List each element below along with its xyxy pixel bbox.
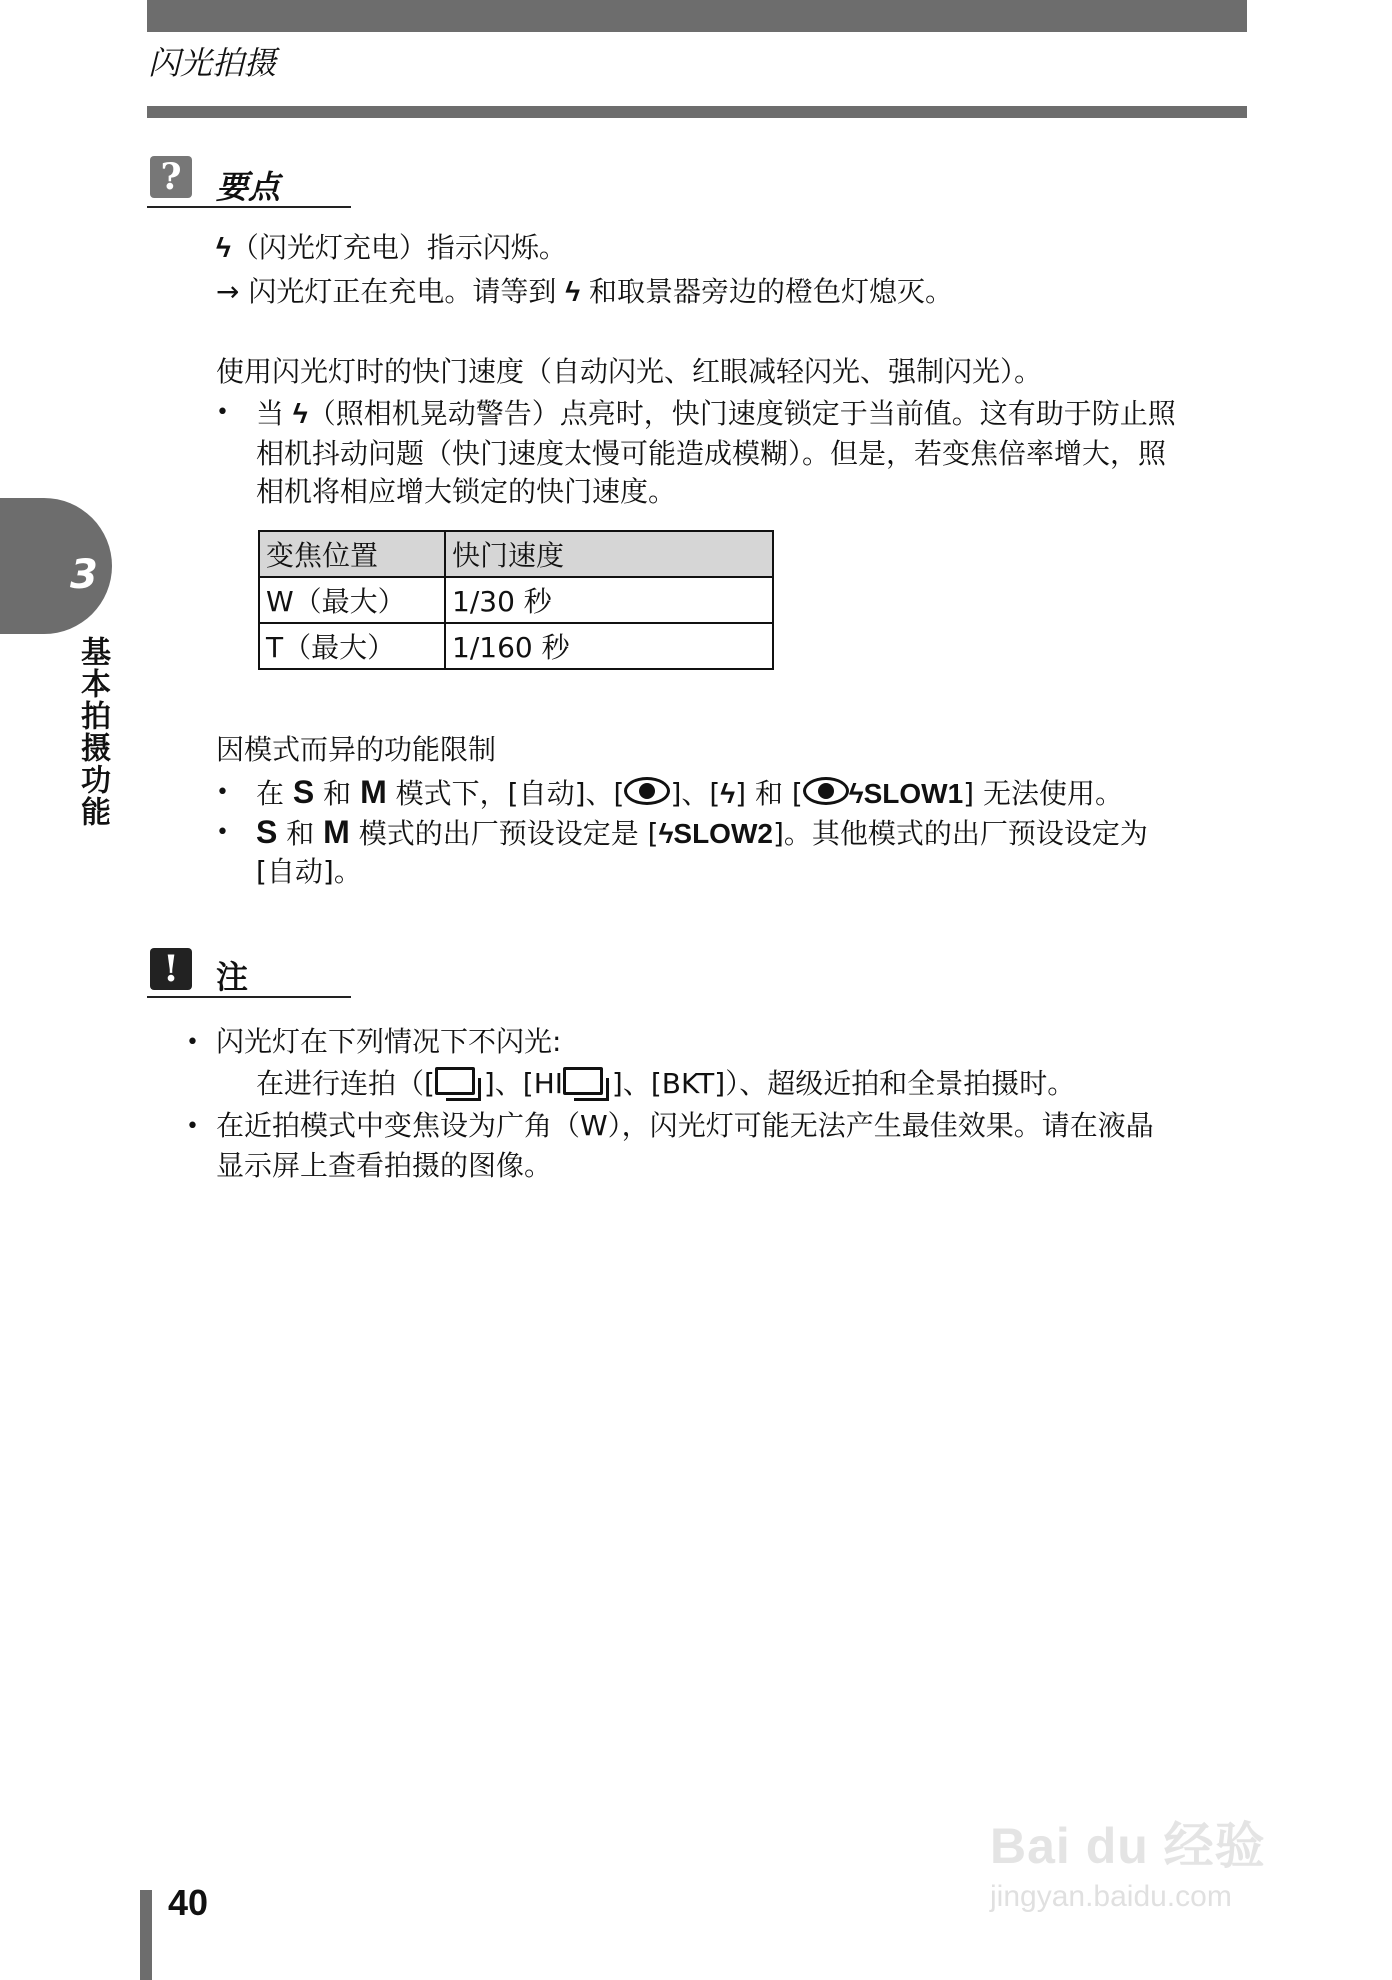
question-icon: ?: [150, 156, 192, 198]
shutter-heading: 使用闪光灯时的快门速度（自动闪光、红眼减轻闪光、强制闪光）。: [216, 355, 1043, 388]
bullet-dot: •: [186, 1030, 199, 1055]
chapter-title: 基本拍摄功能: [75, 636, 110, 828]
sequential-shooting-icon: [435, 1067, 475, 1095]
shake-warning-icon: ϟ: [292, 398, 308, 429]
page-number: 40: [168, 1882, 209, 1923]
note-bullet-2-line1: 在近拍模式中变焦设为广角（W），闪光灯可能无法产生最佳效果。请在液晶: [216, 1109, 1154, 1142]
shutter-bullet-line2: 相机抖动问题（快门速度太慢可能造成模糊）。但是，若变焦倍率增大，照: [256, 437, 1167, 470]
mode-bullet-1: 在 S 和 M 模式下，[自动]、[ ]、[ϟ] 和 [ ϟSLOW1] 无法使用。: [256, 774, 1123, 810]
exclamation-icon: !: [150, 948, 192, 990]
table-cell: 1/160 秒: [445, 623, 773, 669]
bullet-dot: •: [216, 820, 229, 845]
table-cell: W（最大）: [259, 577, 445, 623]
table-header-row: [259, 531, 773, 577]
hi-sequential-shooting-icon: [563, 1067, 603, 1095]
shutter-bullet-line3: 相机将相应增大锁定的快门速度。: [256, 475, 677, 508]
shutter-bullet-line1: 当 ϟ（照相机晃动警告）点亮时，快门速度锁定于当前值。这有助于防止照: [256, 397, 1176, 430]
bullet-dot: •: [216, 780, 229, 805]
table-cell: T（最大）: [259, 623, 445, 669]
tips-underline: [147, 206, 351, 208]
header-bottom-bar: [147, 106, 1247, 118]
mode-heading: 因模式而异的功能限制: [216, 733, 497, 766]
header-top-bar: [147, 0, 1247, 32]
flash-icon: ϟ: [658, 818, 674, 849]
note-title: 注: [216, 958, 249, 996]
red-eye-icon: [803, 777, 849, 805]
table-cell: 1/30 秒: [445, 577, 773, 623]
watermark-logo: Bai du 经验: [990, 1818, 1266, 1874]
bullet-dot: •: [216, 400, 229, 425]
shutter-speed-table: [258, 530, 774, 670]
table-row: [259, 623, 773, 669]
table-header-cell: 快门速度: [445, 531, 773, 577]
note-bullet-2-line2: 显示屏上查看拍摄的图像。: [216, 1149, 553, 1182]
section-title: 闪光拍摄: [148, 44, 277, 82]
flash-charge-icon: ϟ: [216, 232, 231, 263]
note-bullet-1-sub: 在进行连拍（[ ]、[HI ]、[BKT]）、超级近拍和全景拍摄时。: [256, 1067, 1076, 1100]
charge-answer-line: → 闪光灯正在充电。请等到 ϟ 和取景器旁边的橙色灯熄灭。: [216, 275, 954, 308]
flash-charge-icon: ϟ: [565, 276, 581, 307]
note-underline: [147, 996, 351, 998]
bullet-dot: •: [186, 1114, 199, 1139]
table-row: [259, 577, 773, 623]
mode-bullet-2: S 和 M 模式的出厂预设设定是 [ϟSLOW2]。其他模式的出厂预设设定为: [256, 814, 1148, 850]
chapter-number: 3: [70, 552, 98, 598]
red-eye-icon: [624, 777, 670, 805]
flash-icon: ϟ: [848, 778, 864, 809]
watermark-url: jingyan.baidu.com: [990, 1880, 1232, 1913]
charge-indicator-line: ϟ（闪光灯充电）指示闪烁。: [216, 231, 567, 264]
note-bullet-1: 闪光灯在下列情况下不闪光:: [216, 1025, 562, 1058]
tips-title: 要点: [216, 168, 281, 206]
flash-icon: ϟ: [720, 778, 736, 809]
footer-bar: [140, 1890, 152, 1980]
table-header-cell: 变焦位置: [259, 531, 445, 577]
mode-bullet-2-cont: [自动]。: [256, 855, 362, 888]
